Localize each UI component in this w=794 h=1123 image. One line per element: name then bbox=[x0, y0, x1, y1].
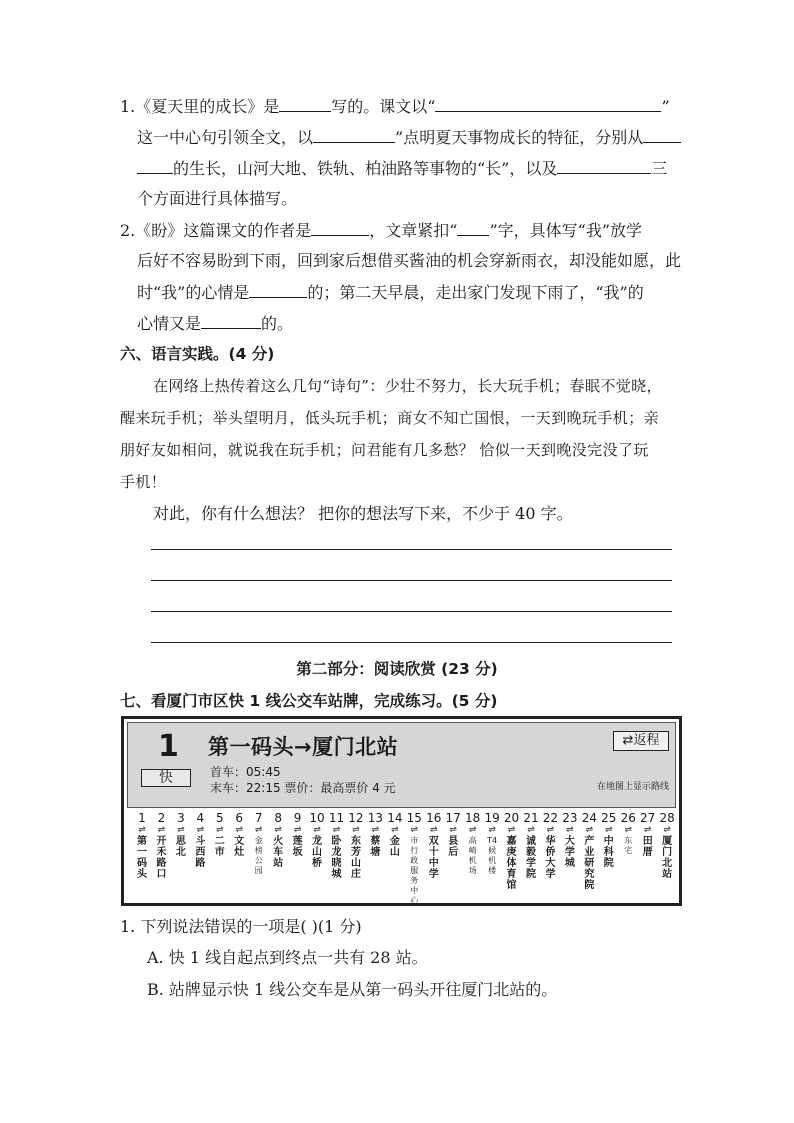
q6-poem-line-2: 醒来玩手机；举头望明月，低头玩手机；商女不知亡国恨，一天到晚玩手机；亲 bbox=[120, 409, 660, 427]
two-way-arrow-icon: ⇌ bbox=[663, 825, 671, 835]
bus-stop bbox=[463, 811, 483, 876]
bus-stop bbox=[540, 811, 560, 880]
stop-name: 县后 bbox=[448, 836, 459, 858]
stop-name: 金山 bbox=[389, 836, 400, 858]
stop-name: 文灶 bbox=[234, 836, 245, 858]
two-way-arrow-icon: ⇌ bbox=[352, 825, 360, 835]
answer-blank[interactable] bbox=[457, 220, 489, 236]
writing-line[interactable] bbox=[151, 549, 672, 550]
bus-stop bbox=[365, 811, 385, 858]
q5-line-2 bbox=[137, 127, 681, 148]
q5-line-6: 后好不容易盼到下雨，回到家后想借买酱油的机会穿新雨衣，却没能如愿，此 bbox=[137, 251, 682, 270]
sign-header bbox=[127, 722, 676, 808]
two-way-arrow-icon: ⇌ bbox=[157, 825, 166, 835]
two-way-arrow-icon: ⇌ bbox=[643, 825, 652, 835]
text: 写的。课文以“ bbox=[331, 97, 436, 116]
q7-title: 七、看厦门市区快 1 线公交车站牌，完成练习。(5 分) bbox=[120, 692, 498, 710]
q7-sub1: 1. 下列说法错误的一项是( )(1 分) bbox=[120, 917, 362, 936]
stop-number: 3 bbox=[177, 811, 185, 825]
stop-name: 东芳山庄 bbox=[350, 836, 361, 880]
text: ，文章紧扣“ bbox=[369, 221, 458, 240]
two-way-arrow-icon: ⇌ bbox=[371, 825, 380, 835]
two-way-arrow-icon: ⇌ bbox=[313, 825, 321, 835]
bus-stop bbox=[404, 811, 424, 906]
stop-name: 嘉庚体育馆 bbox=[506, 836, 517, 891]
stop-number: 20 bbox=[503, 811, 520, 825]
text: ”点明夏天事物成长的特征，分别从 bbox=[395, 128, 644, 147]
bus-stop bbox=[327, 811, 347, 880]
stop-name: 二市 bbox=[214, 836, 225, 858]
stop-name: T4候机楼 bbox=[487, 836, 498, 875]
stop-name: 东宅 bbox=[624, 836, 633, 855]
stop-number: 11 bbox=[328, 811, 345, 825]
text: 时“我”的心情是 bbox=[137, 283, 250, 302]
bus-stop bbox=[638, 811, 658, 858]
bus-stop bbox=[385, 811, 405, 858]
bus-stop bbox=[229, 811, 249, 858]
option-a[interactable]: A. 快 1 线自起点到终点一共有 28 站。 bbox=[147, 948, 428, 967]
two-way-arrow-icon: ⇌ bbox=[274, 825, 282, 835]
bus-stop bbox=[249, 811, 269, 876]
stop-name: 思北 bbox=[175, 836, 186, 858]
show-map-link[interactable]: 在地图上显示路线 bbox=[596, 782, 669, 792]
stop-number: 25 bbox=[601, 811, 617, 825]
stop-name: 高崎机场 bbox=[468, 836, 477, 875]
stop-number: 16 bbox=[426, 811, 442, 825]
text: 的。 bbox=[261, 314, 294, 333]
stop-number: 24 bbox=[581, 811, 597, 825]
two-way-arrow-icon: ⇌ bbox=[196, 825, 205, 835]
text: 1.《夏天里的成长》是 bbox=[120, 97, 280, 116]
stop-number: 18 bbox=[465, 811, 481, 825]
writing-line[interactable] bbox=[151, 642, 672, 643]
two-way-arrow-icon: ⇌ bbox=[566, 825, 574, 835]
text: 心情又是 bbox=[137, 314, 202, 333]
stop-name: 蔡塘 bbox=[370, 836, 381, 858]
stop-name: 诚毅学院 bbox=[526, 836, 536, 880]
stop-number: 7 bbox=[254, 811, 263, 825]
two-way-arrow-icon: ⇌ bbox=[332, 825, 341, 835]
stop-name: 斗西路 bbox=[195, 836, 206, 869]
stop-name: 龙山桥 bbox=[312, 836, 323, 869]
stop-name: 大学城 bbox=[564, 836, 575, 869]
stop-number: 28 bbox=[659, 811, 675, 825]
bus-stop bbox=[132, 811, 152, 880]
bus-stop bbox=[443, 811, 463, 858]
q5-line-8 bbox=[137, 313, 293, 334]
stop-number: 27 bbox=[640, 811, 656, 825]
stop-number: 10 bbox=[309, 811, 325, 825]
q5-line-1 bbox=[120, 96, 670, 117]
stop-number: 12 bbox=[348, 811, 364, 825]
q6-poem-line-3: 朋好友如相问，就说我在玩手机；问君能有几多愁？ 恰似一天到晚没完没了玩 bbox=[120, 441, 649, 459]
stop-name: 开禾路口 bbox=[156, 836, 167, 880]
bus-stop bbox=[618, 811, 638, 856]
stop-name: 莲坂 bbox=[292, 836, 303, 858]
stop-name: 产业研究院 bbox=[584, 836, 595, 891]
two-way-arrow-icon: ⇌ bbox=[527, 825, 535, 835]
q6-prompt: 对此，你有什么想法？ 把你的想法写下来，不少于 40 字。 bbox=[153, 504, 573, 523]
bus-stop bbox=[171, 811, 191, 858]
two-way-arrow-icon: ⇌ bbox=[468, 825, 477, 835]
stop-number: 9 bbox=[293, 811, 302, 825]
two-way-arrow-icon: ⇌ bbox=[449, 825, 457, 835]
bus-stop bbox=[210, 811, 230, 858]
stop-list bbox=[132, 811, 677, 905]
bus-stop bbox=[151, 811, 171, 880]
stop-name: 华侨大学 bbox=[545, 836, 556, 880]
bus-stop bbox=[560, 811, 580, 869]
option-b[interactable]: B. 站牌显示快 1 线公交车是从第一码头开往厦门北站的。 bbox=[147, 980, 558, 999]
text: 2.《盼》这篇课文的作者是 bbox=[120, 221, 312, 240]
text: ” bbox=[661, 97, 670, 116]
bus-stop bbox=[502, 811, 522, 891]
stop-number: 19 bbox=[484, 811, 500, 825]
stop-name: 市行政服务中心 bbox=[410, 836, 419, 905]
bus-stop bbox=[288, 811, 308, 858]
q5-line-4: 个方面进行具体描写。 bbox=[137, 189, 298, 208]
stop-number: 4 bbox=[196, 811, 205, 825]
stop-number: 8 bbox=[274, 811, 282, 825]
stop-number: 23 bbox=[562, 811, 578, 825]
bus-stop bbox=[482, 811, 502, 876]
answer-blank[interactable] bbox=[201, 313, 261, 329]
stop-name: 厦门北站 bbox=[662, 836, 673, 880]
answer-blank[interactable] bbox=[279, 96, 331, 112]
answer-blank[interactable] bbox=[313, 127, 395, 143]
part2-title: 第二部分：阅读欣赏 (23 分) bbox=[296, 660, 498, 678]
route-number: 1 bbox=[158, 729, 179, 764]
stop-number: 5 bbox=[215, 811, 224, 825]
stop-number: 21 bbox=[523, 811, 539, 825]
stop-number: 6 bbox=[235, 811, 244, 825]
two-way-arrow-icon: ⇌ bbox=[605, 825, 613, 835]
two-way-arrow-icon: ⇌ bbox=[410, 825, 419, 835]
bus-stop bbox=[424, 811, 444, 880]
bus-stop bbox=[521, 811, 541, 880]
text: 这一中心句引领全文，以 bbox=[137, 128, 314, 147]
route-title: 第一码头→厦门北站 bbox=[208, 735, 399, 759]
two-way-arrow-icon: ⇌ bbox=[235, 825, 244, 835]
bus-stop bbox=[657, 811, 677, 880]
stop-name: 金榜公园 bbox=[254, 836, 263, 875]
text: ”字，具体写“我”放学 bbox=[489, 221, 643, 240]
first-bus-time: 首车：05:45 bbox=[210, 765, 281, 779]
two-way-arrow-icon: ⇌ bbox=[488, 825, 496, 835]
two-way-arrow-icon: ⇌ bbox=[585, 825, 594, 835]
stop-name: 火车站 bbox=[273, 836, 284, 869]
two-way-arrow-icon: ⇌ bbox=[507, 825, 516, 835]
two-way-arrow-icon: ⇌ bbox=[216, 825, 224, 835]
answer-blank[interactable] bbox=[557, 158, 651, 174]
stop-name: 中科院 bbox=[603, 836, 614, 869]
bus-stop bbox=[599, 811, 619, 869]
route-type-badge: 快 bbox=[141, 769, 191, 787]
stop-number: 14 bbox=[387, 811, 403, 825]
stop-name: 第一码头 bbox=[137, 836, 147, 880]
stop-name: 卧龙晓城 bbox=[331, 836, 342, 880]
bus-stop-sign bbox=[121, 716, 682, 906]
q5-line-5 bbox=[120, 220, 642, 241]
bus-stop bbox=[346, 811, 366, 880]
q6-poem-line-1: 在网络上热传着这么几句“诗句”：少壮不努力，长大玩手机；春眠不觉晓， bbox=[153, 377, 662, 395]
return-route-button[interactable]: ⇄返程 bbox=[613, 731, 669, 751]
writing-line[interactable] bbox=[151, 580, 672, 581]
bus-stop bbox=[579, 811, 599, 891]
stop-number: 17 bbox=[445, 811, 461, 825]
two-way-arrow-icon: ⇌ bbox=[293, 825, 302, 835]
stop-number: 2 bbox=[157, 811, 166, 825]
answer-blank[interactable] bbox=[643, 127, 681, 143]
writing-line[interactable] bbox=[151, 611, 672, 612]
two-way-arrow-icon: ⇌ bbox=[138, 825, 146, 835]
two-way-arrow-icon: ⇌ bbox=[254, 825, 263, 835]
bus-stop bbox=[190, 811, 210, 869]
stop-number: 22 bbox=[542, 811, 559, 825]
two-way-arrow-icon: ⇌ bbox=[391, 825, 399, 835]
stop-number: 13 bbox=[367, 811, 384, 825]
text: 的生长，山河大地、铁轨、柏油路等事物的“长”，以及 bbox=[173, 159, 558, 178]
bus-stop bbox=[307, 811, 327, 869]
stop-name: 双十中学 bbox=[428, 836, 439, 880]
q6-title: 六、语言实践。(4 分) bbox=[120, 345, 275, 363]
stop-name: 田厝 bbox=[642, 836, 653, 858]
stop-number: 15 bbox=[406, 811, 422, 825]
text: 的；第二天早晨，走出家门发现下雨了，“我”的 bbox=[307, 283, 644, 302]
answer-blank[interactable] bbox=[249, 282, 307, 298]
stop-number: 26 bbox=[620, 811, 636, 825]
text: 三 bbox=[651, 159, 668, 178]
q5-line-7 bbox=[137, 282, 644, 303]
bus-stop bbox=[268, 811, 288, 869]
answer-blank[interactable] bbox=[435, 96, 661, 112]
two-way-arrow-icon: ⇌ bbox=[429, 825, 438, 835]
answer-blank[interactable] bbox=[311, 220, 369, 236]
q6-poem-line-4: 手机！ bbox=[120, 473, 167, 491]
stop-number: 1 bbox=[138, 811, 146, 825]
answer-blank[interactable] bbox=[137, 158, 173, 174]
q5-line-3 bbox=[137, 158, 667, 179]
last-bus-and-fare: 末车：22:15 票价：最高票价 4 元 bbox=[210, 781, 396, 795]
two-way-arrow-icon: ⇌ bbox=[177, 825, 185, 835]
two-way-arrow-icon: ⇌ bbox=[546, 825, 555, 835]
two-way-arrow-icon: ⇌ bbox=[624, 825, 633, 835]
